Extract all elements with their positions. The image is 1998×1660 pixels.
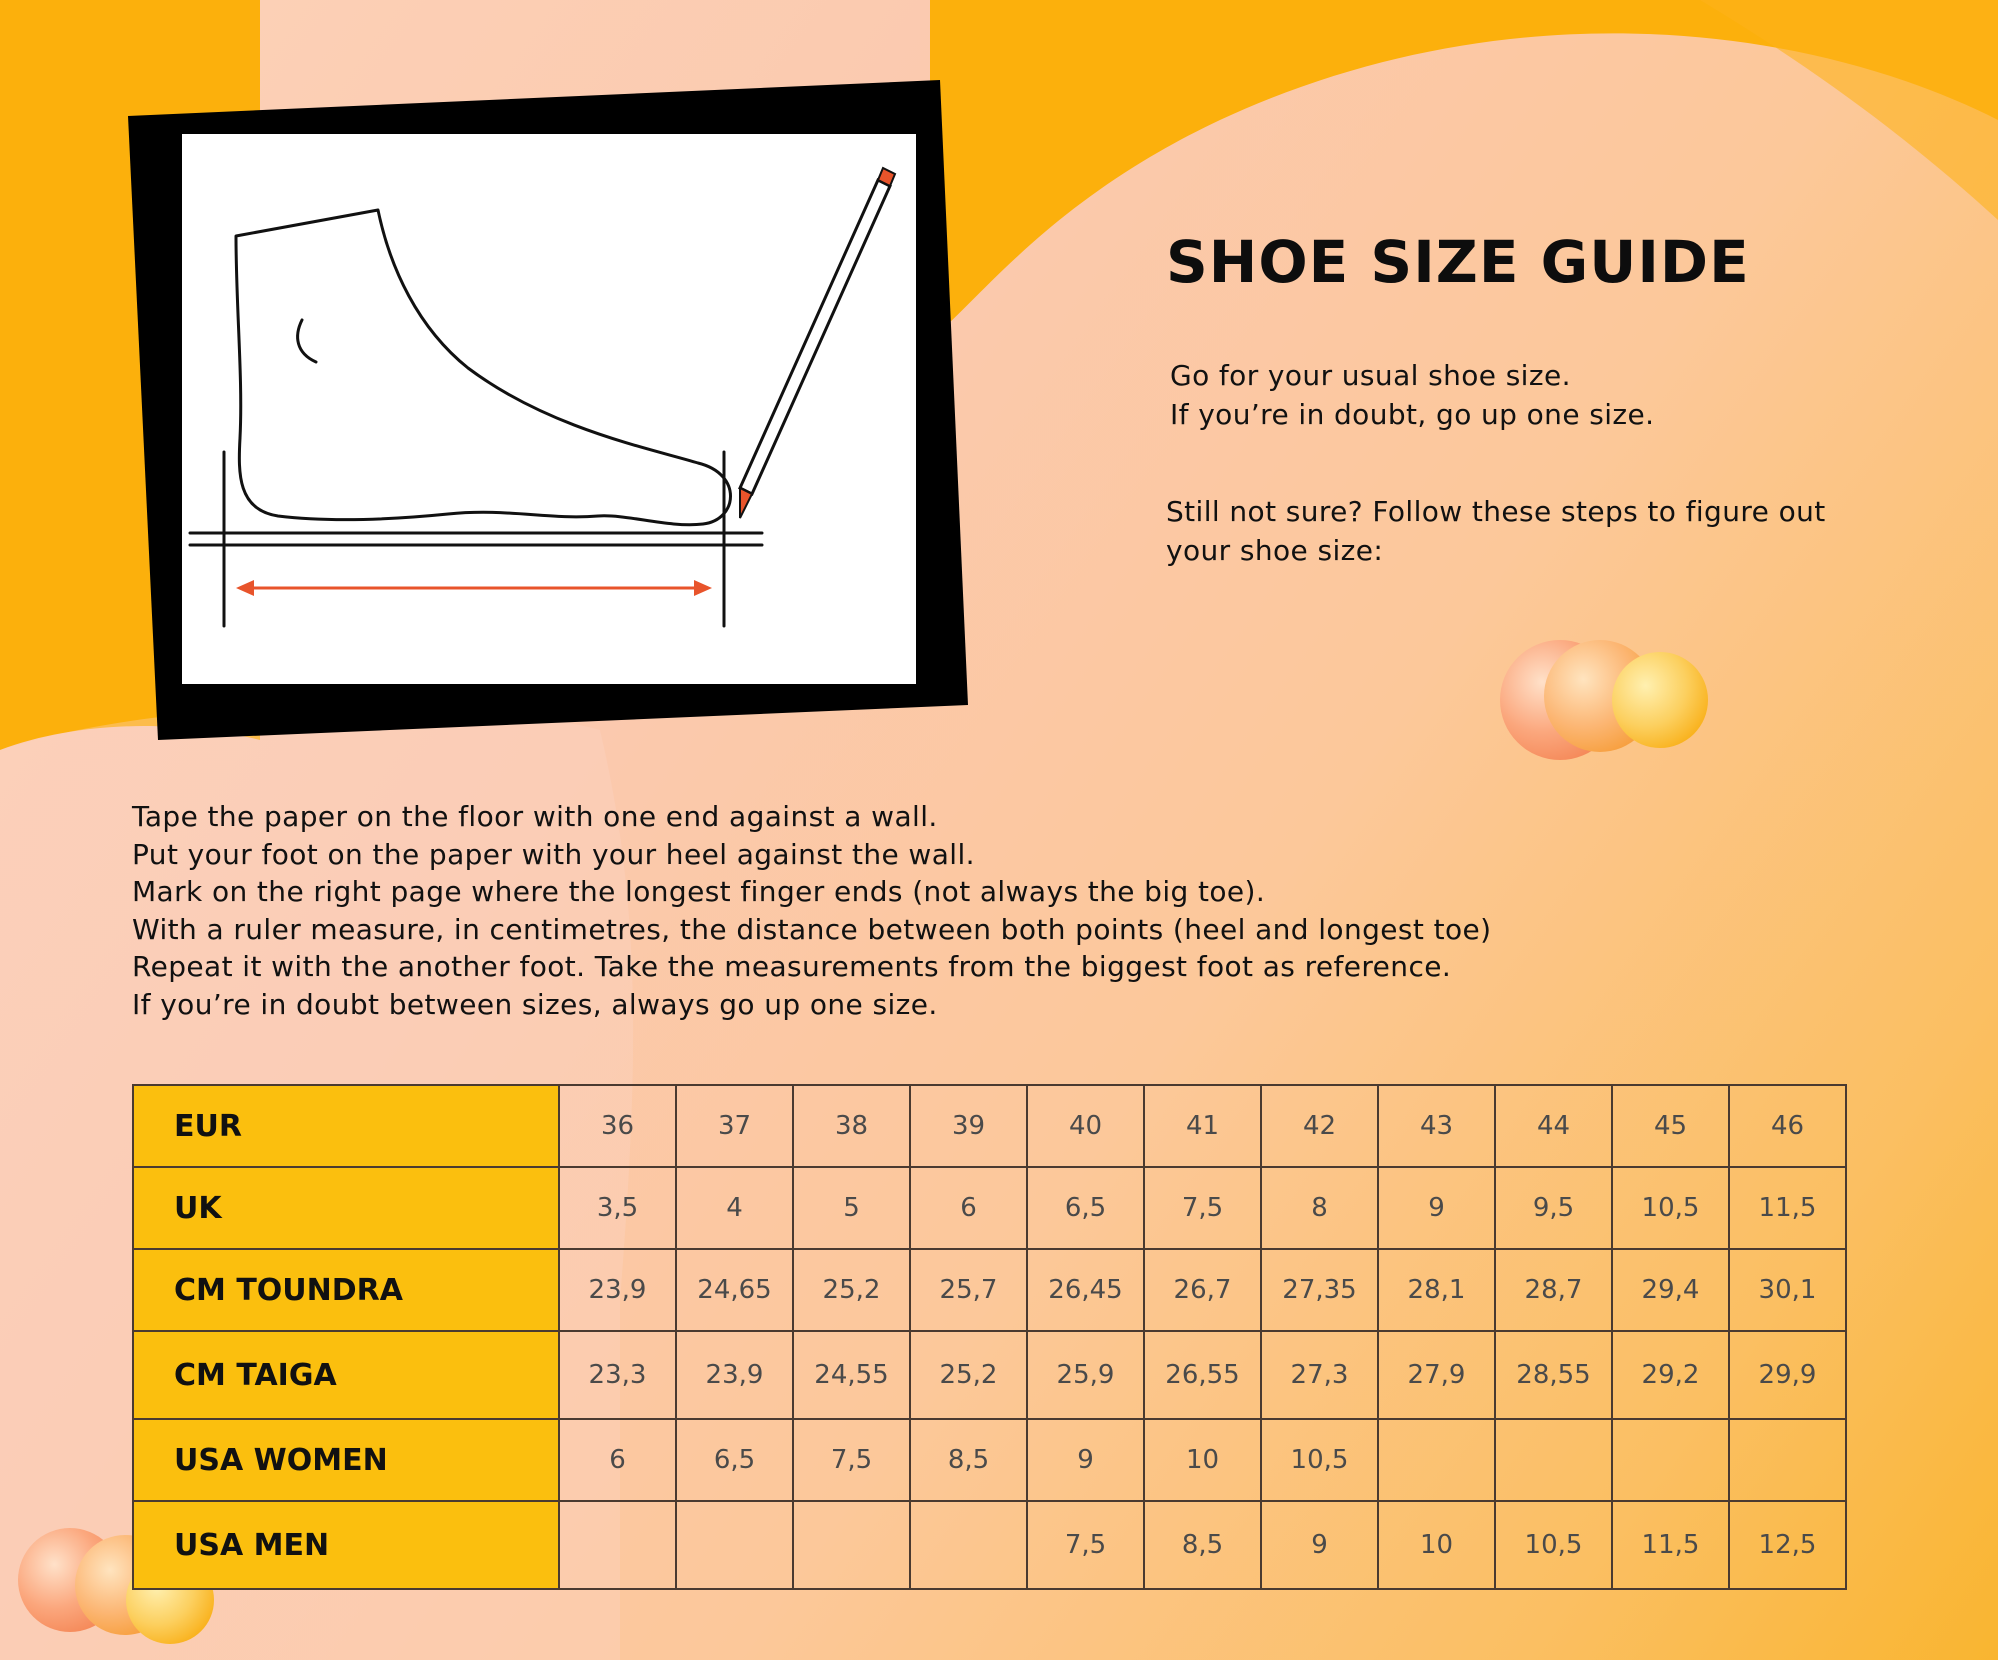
table-cell	[1495, 1419, 1612, 1501]
table-cell: 46	[1729, 1085, 1846, 1167]
table-cell: 29,2	[1612, 1331, 1729, 1419]
row-label-usa-men: USA MEN	[133, 1501, 559, 1589]
table-cell: 7,5	[1144, 1167, 1261, 1249]
table-cell: 10,5	[1612, 1167, 1729, 1249]
row-label-cm-taiga: CM TAIGA	[133, 1331, 559, 1419]
step-1: Tape the paper on the floor with one end against a wall.	[132, 800, 938, 833]
table-cell: 23,9	[559, 1249, 676, 1331]
table-cell: 25,7	[910, 1249, 1027, 1331]
table-cell: 40	[1027, 1085, 1144, 1167]
table-cell: 10,5	[1261, 1419, 1378, 1501]
table-cell: 7,5	[1027, 1501, 1144, 1589]
table-cell: 7,5	[793, 1419, 910, 1501]
table-cell: 25,2	[910, 1331, 1027, 1419]
table-cell: 8	[1261, 1167, 1378, 1249]
table-cell: 4	[676, 1167, 793, 1249]
table-cell: 37	[676, 1085, 793, 1167]
table-cell: 8,5	[910, 1419, 1027, 1501]
table-cell: 9	[1261, 1501, 1378, 1589]
table-cell: 6	[910, 1167, 1027, 1249]
table-cell: 24,65	[676, 1249, 793, 1331]
table-row-eur	[133, 1085, 1846, 1167]
table-cell: 6	[559, 1419, 676, 1501]
table-cell: 24,55	[793, 1331, 910, 1419]
table-cell	[1612, 1419, 1729, 1501]
table-cell: 23,3	[559, 1331, 676, 1419]
table-cell: 45	[1612, 1085, 1729, 1167]
table-cell	[676, 1501, 793, 1589]
intro-text	[1170, 356, 1654, 434]
table-cell: 8,5	[1144, 1501, 1261, 1589]
table-cell: 11,5	[1729, 1167, 1846, 1249]
table-cell: 29,4	[1612, 1249, 1729, 1331]
table-cell: 26,55	[1144, 1331, 1261, 1419]
intro-line-1: Go for your usual shoe size.	[1170, 359, 1571, 392]
table-cell: 27,9	[1378, 1331, 1495, 1419]
table-cell: 26,7	[1144, 1249, 1261, 1331]
table-cell: 36	[559, 1085, 676, 1167]
step-5: Repeat it with the another foot. Take the measurements from the biggest foot as reference.	[132, 950, 1452, 983]
table-cell: 25,2	[793, 1249, 910, 1331]
table-cell: 26,45	[1027, 1249, 1144, 1331]
table-cell: 6,5	[676, 1419, 793, 1501]
table-row-usa-men	[133, 1501, 1846, 1589]
table-cell: 10	[1378, 1501, 1495, 1589]
table-cell	[1378, 1419, 1495, 1501]
table-cell: 3,5	[559, 1167, 676, 1249]
table-cell: 10,5	[1495, 1501, 1612, 1589]
table-cell: 27,35	[1261, 1249, 1378, 1331]
intro-line-2: If you’re in doubt, go up one size.	[1170, 398, 1655, 431]
table-cell	[1729, 1419, 1846, 1501]
step-6: If you’re in doubt between sizes, always go up one size.	[132, 987, 938, 1021]
step-4: With a ruler measure, in centimetres, the distance between both points (heel and longest toe)	[132, 912, 1492, 946]
table-cell: 41	[1144, 1085, 1261, 1167]
step-3: Mark on the right page where the longest finger ends (not always the big toe).	[132, 875, 1266, 908]
table-cell: 10	[1144, 1419, 1261, 1501]
table-cell	[559, 1501, 676, 1589]
table-cell: 43	[1378, 1085, 1495, 1167]
table-cell: 44	[1495, 1085, 1612, 1167]
intro-followup: Still not sure? Follow these steps to figure out your shoe size:	[1166, 495, 1826, 567]
table-cell: 28,55	[1495, 1331, 1612, 1419]
table-cell: 25,9	[1027, 1331, 1144, 1419]
table-cell: 42	[1261, 1085, 1378, 1167]
table-cell: 11,5	[1612, 1501, 1729, 1589]
table-cell: 28,1	[1378, 1249, 1495, 1331]
table-cell: 30,1	[1729, 1249, 1846, 1331]
table-cell: 9	[1027, 1419, 1144, 1501]
table-cell	[910, 1501, 1027, 1589]
row-label-cm-toundra: CM TOUNDRA	[133, 1249, 559, 1331]
table-cell: 9	[1378, 1167, 1495, 1249]
table-cell: 23,9	[676, 1331, 793, 1419]
foot-measurement-illustration	[128, 78, 970, 746]
table-cell	[793, 1501, 910, 1589]
row-label-uk: UK	[133, 1167, 559, 1249]
measurement-steps	[132, 798, 1491, 1023]
step-2: Put your foot on the paper with your heel against the wall.	[132, 837, 975, 871]
row-label-eur: EUR	[133, 1085, 559, 1167]
table-cell: 29,9	[1729, 1331, 1846, 1419]
table-cell: 6,5	[1027, 1167, 1144, 1249]
table-cell: 27,3	[1261, 1331, 1378, 1419]
row-label-usa-women: USA WOMEN	[133, 1419, 559, 1501]
table-row-usa-women	[133, 1419, 1846, 1501]
table-cell: 9,5	[1495, 1167, 1612, 1249]
table-cell: 39	[910, 1085, 1027, 1167]
size-table	[132, 1084, 1847, 1590]
table-cell: 38	[793, 1085, 910, 1167]
table-row-cm-taiga	[133, 1331, 1846, 1419]
table-row-cm-toundra	[133, 1249, 1846, 1331]
table-cell: 12,5	[1729, 1501, 1846, 1589]
page-title: SHOE SIZE GUIDE	[1166, 228, 1750, 296]
table-cell: 5	[793, 1167, 910, 1249]
table-cell: 28,7	[1495, 1249, 1612, 1331]
table-row-uk	[133, 1167, 1846, 1249]
